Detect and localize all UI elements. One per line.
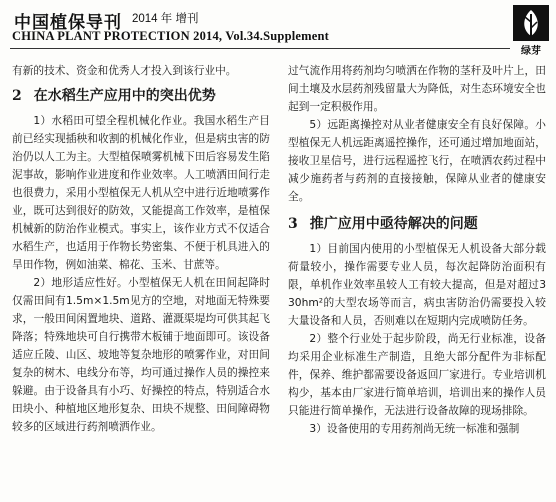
paragraph-payload: 1）目前国内使用的小型植保无人机设备大部分载荷量较小，操作需要专业人员，每次起降防治面积有限，单机作业效率虽较人工有较大提高，但是对超过330hm²的大型农场等而言，病虫害防治仍需要投入较大量设备和人员，否则难以在短期内完成喷防任务。: [288, 242, 546, 327]
paragraph-mechanization: 1）水稻田可望全程机械化作业。我国水稻生产目前已经实现插秧和收割的机械化作业，但是病虫害的防治仍以人工为主。大型植保喷雾机械下田后容易发生陷泥事故，影响作业进度和作业效率。人工喷洒田间行走也很费力，采用小型植保无人机从空中进行近地喷雾作业，既可达到很好的防效，又能提高工作效率，是植保机械新的防治作业模式。事实上，该作业方式不仅适合水稻生产，也适用于作物长势密集、不便于机具进入的旱田作物，例如油菜、棉花、玉米、甘蔗等。: [12, 114, 270, 271]
paragraph-airflow-tail: 过气流作用将药剂均匀喷洒在作物的茎秆及叶片上，田间土壤及水层药剂残留量大为降低，对生态环境安全也起到一定积极作用。: [288, 64, 546, 113]
journal-title-english: CHINA PLANT PROTECTION 2014, Vol.34.Supplement: [12, 29, 330, 43]
paragraph-remote-control: 5）远距离操控对从业者健康安全有良好保障。小型植保无人机远距离遥控操作，还可通过增加地面站，接收卫星信号，进行远程遥控飞行，在喷洒农药过程中减少施药者与药剂的直接接触，保障从业者的健康安全。: [288, 118, 546, 203]
header-rule: [10, 48, 510, 49]
issue-label: 2014 年 增刊: [132, 13, 199, 25]
section-2-number: 2: [12, 88, 22, 104]
section-3-number: 3: [288, 216, 298, 232]
journal-header: [0, 0, 556, 60]
paragraph-terrain: 2）地形适应性好。小型植保无人机在田间起降时仅需田间有1.5m×1.5m见方的空地，对地面无特殊要求，一般田间闲置地块、道路、灌溉渠堤均可供其起飞降落；特殊地块可自行携带木板铺于地面即可。该设备适应丘陵、山区、坡地等复杂地形的喷雾作业，对田间复杂的树木、电线分布等，均可通过操作人员的操控来躲避。由于设备具有小巧、好操控的特点，特别适合水田块小、种植地区地形复杂、田块不规整、田间障碍物较多的区域进行药剂喷洒作业。: [12, 276, 270, 433]
section-3-title: 推广应用中亟待解决的问题: [309, 216, 478, 232]
journal-emblem-icon: [510, 2, 552, 58]
paragraph-intro-tail: 有新的技术、资金和优秀人才投入到该行业中。: [12, 64, 237, 77]
paragraph-standards: 2）整个行业处于起步阶段，尚无行业标准，设备均采用企业标准生产制造，且绝大部分配件为非标配件，保养、维护都需要设备返回厂家进行。专业培训机构少，基本由厂家进行简单培训，培训出来的操作人员只能进行简单操作，无法进行设备故障的现场排除。: [288, 332, 546, 417]
paragraph-pesticide: 3）设备使用的专用药剂尚无统一标准和强制: [309, 422, 520, 435]
journal-title-chinese: 中国植保导刊: [14, 13, 122, 33]
right-column: [288, 62, 546, 438]
section-3-heading: [288, 214, 546, 234]
section-2-title: 在水稻生产应用中的突出优势: [33, 88, 216, 104]
emblem-text: 绿芽: [521, 46, 541, 57]
section-2-heading: [12, 86, 270, 106]
left-column: [12, 62, 270, 436]
